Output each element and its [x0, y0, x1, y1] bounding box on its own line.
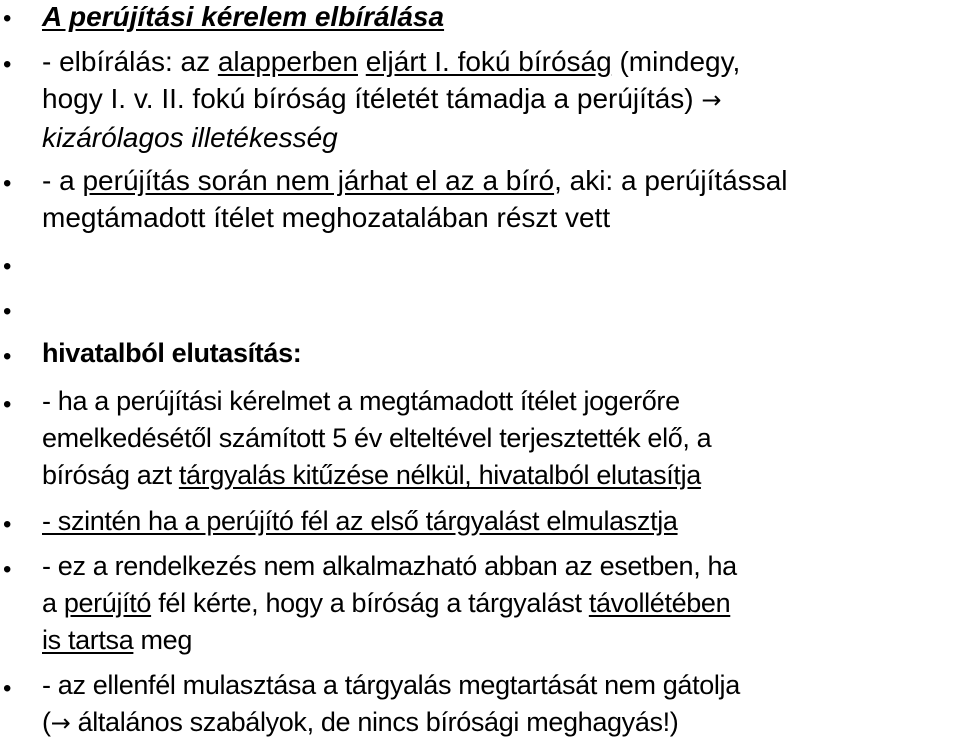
arrow-right-icon: → [701, 86, 722, 114]
bullet-icon [3, 513, 17, 527]
bullet-icon [3, 255, 17, 269]
slide: • A perújítási kérelem elbírálása • - elbírálás: az alapperben eljárt I. fokú bíróság (mindegy, hogy I. v. II. fokú bíróság ítéletét támadja a perújítás) → kizárólagos illetékesség • - a perújítás során nem járhat el az a bíró, aki: a perújítással megtámadott ítélet meghozatalában részt vett • • • hivatalból elutasítás: • - ha a perújítási kérelmet a megtámadott ítélet jogerőre emelkedésétől számított 5 év elteltével terjesztették elő, a bíróság azt tárgyalás kitűzése nélkül, hivatalból elutasítja • - szintén ha a perújító fél az első tárgyalást elmulasztja • - ez a rendelkezés nem alkalmazható abban az esetben, ha a perújító fél kérte, hogy a bíróság a tárgyalást távollétében is tartsa meg • - az ellenfél mulasztása a tárgyalás megtartását nem gátolja (→ általános szabályok, de nincs bírósági meghagyás!) [0, 0, 960, 743]
bullet-icon [3, 393, 17, 407]
bullet-icon [3, 300, 17, 314]
slide-title: A perújítási kérelem elbírálása [42, 1, 445, 32]
bullet-icon [3, 558, 17, 572]
bullet-icon [3, 7, 17, 21]
arrow-right-icon: → [50, 709, 71, 737]
section-heading: hivatalból elutasítás: [42, 338, 302, 368]
bullet-icon [3, 53, 17, 67]
bullet-icon [3, 345, 17, 359]
bullet-icon [3, 677, 17, 691]
bullet-icon [3, 172, 17, 186]
